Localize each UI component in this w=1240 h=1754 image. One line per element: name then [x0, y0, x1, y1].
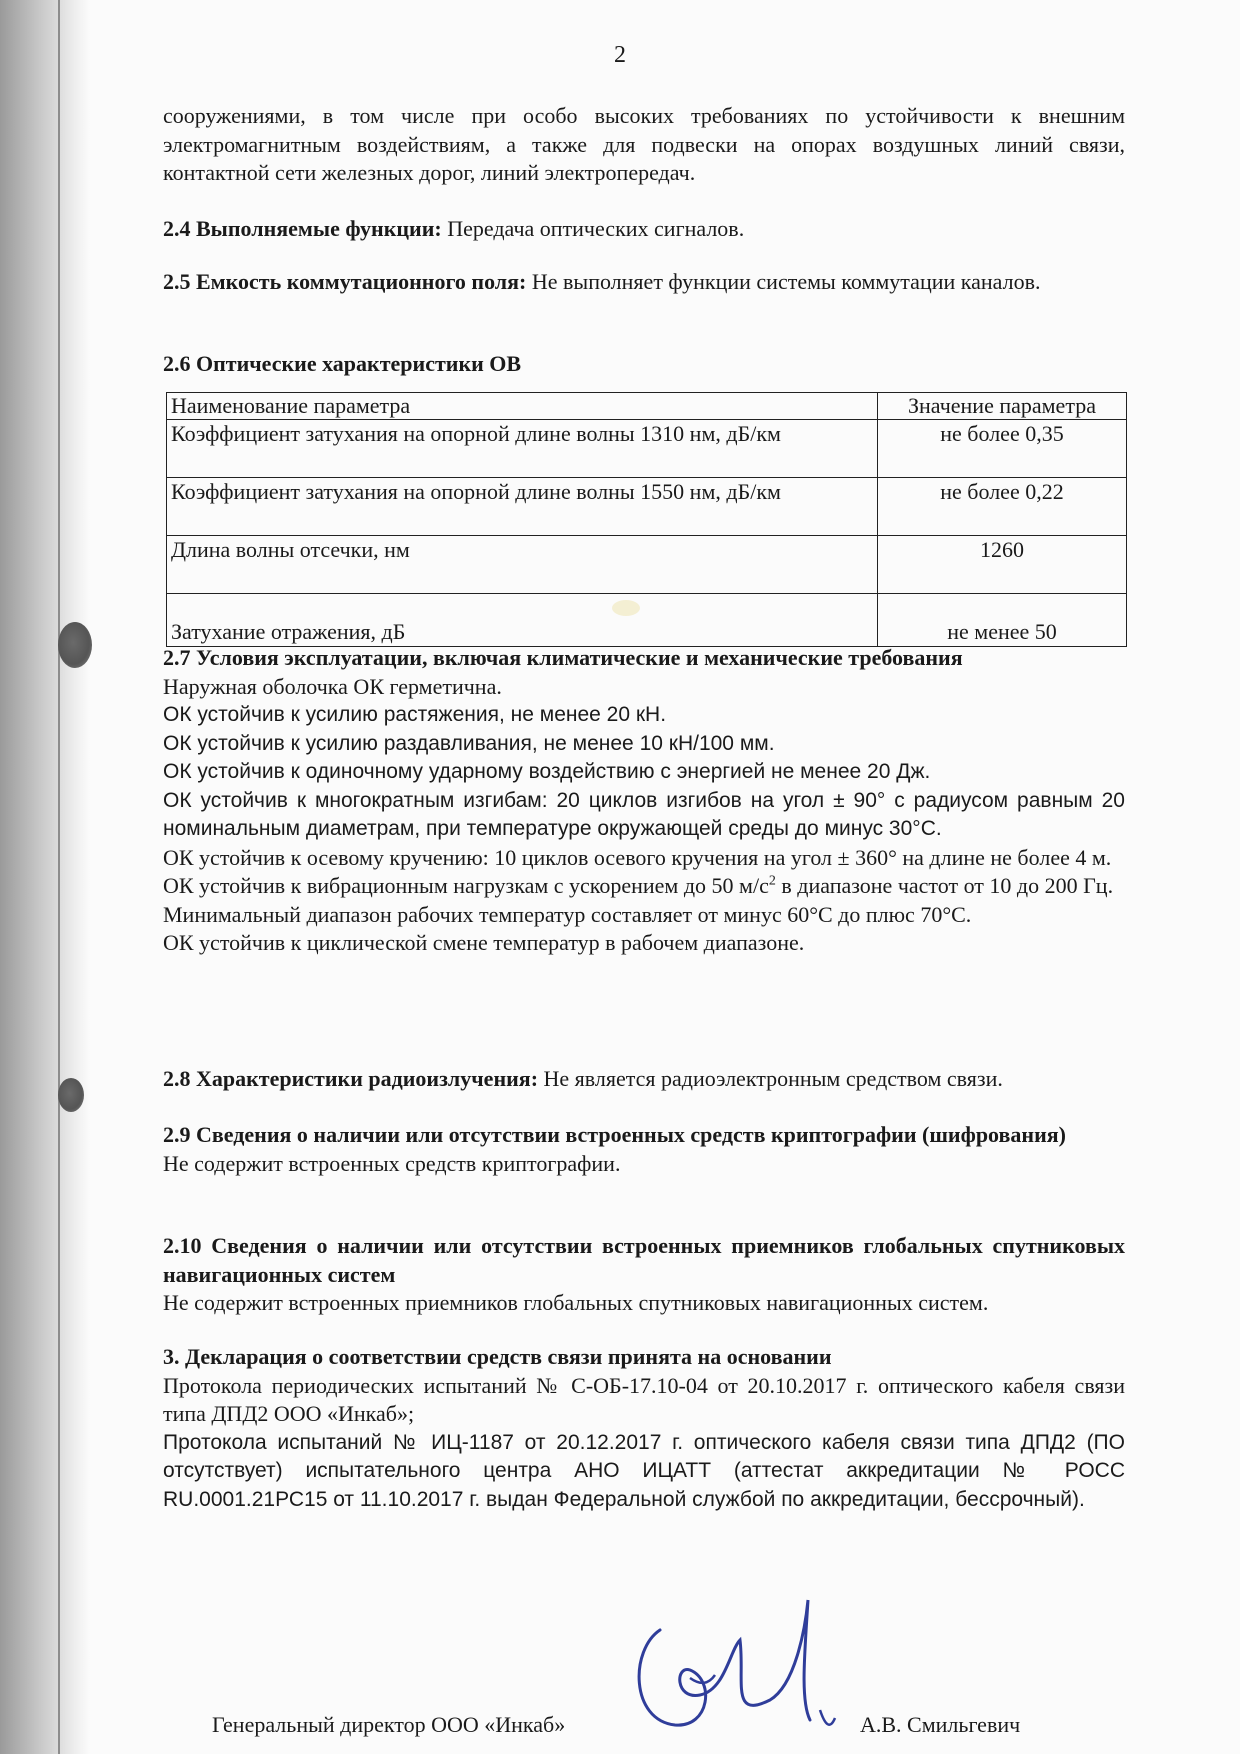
intro-paragraph: сооружениями, в том числе при особо высоких требованиях по устойчивости к внешним электромагнитным воздействиям, а также для подвески на опорах воздушных линий связи, контактной сети железных дорог, линий электропередач. — [163, 103, 1125, 185]
table-row — [167, 420, 1127, 478]
optical-parameters-table — [166, 392, 1127, 647]
section-2-5-text: Не выполняет функции системы коммутации каналов. — [526, 269, 1041, 294]
section-2-7-line: Наружная оболочка ОК герметична. — [163, 673, 502, 699]
section-2-8-text: Не является радиоэлектронным средством связи. — [538, 1066, 1003, 1091]
section-2-7-line: ОК устойчив к усилию растяжения, не менее 20 кН. — [163, 703, 667, 726]
section-2-9 — [163, 1121, 1125, 1178]
section-3-heading: 3. Декларация о соответствии средств связи принята на основании — [163, 1344, 832, 1369]
section-2-5 — [163, 268, 1125, 297]
section-2-6-heading: 2.6 Оптические характеристики ОВ — [163, 351, 522, 376]
table-header-row — [167, 393, 1127, 420]
vibration-text-end: в диапазоне частот от 10 до 200 Гц. — [775, 873, 1114, 898]
punch-hole-icon — [58, 1078, 84, 1112]
scan-edge-line — [58, 0, 60, 1754]
section-2-9-text: Не содержит встроенных средств криптографии. — [163, 1150, 621, 1176]
section-2-7-line: ОК устойчив к многократным изгибам: 20 циклов изгибов на угол ± 90° с радиусом равным 20 номинальным диаметрам, при температуре окружающей среды до минус 30°С. — [163, 788, 1125, 840]
footer-signatory-name: А.В. Смильгевич — [860, 1712, 1021, 1737]
table-cell-param: Длина волны отсечки, нм — [167, 536, 878, 594]
section-2-10 — [163, 1232, 1125, 1318]
table-cell-param: Коэффициент затухания на опорной длине волны 1550 нм, дБ/км — [167, 478, 878, 536]
section-3-protocol-1: Протокола периодических испытаний № С-ОБ-17.10-04 от 20.10.2017 г. оптического кабеля связи типа ДПД2 ООО «Инкаб»; — [163, 1372, 1125, 1426]
section-2-6 — [163, 350, 1125, 379]
section-2-7-temp-cycle: ОК устойчив к циклической смене температур в рабочем диапазоне. — [163, 930, 805, 955]
table-row — [167, 536, 1127, 594]
section-2-9-heading: 2.9 Сведения о наличии или отсутствии встроенных средств криптографии (шифрования) — [163, 1122, 1066, 1147]
section-2-7-line: ОК устойчив к усилию раздавливания, не менее 10 кН/100 мм. — [163, 731, 775, 755]
section-2-4 — [163, 215, 1125, 244]
vibration-superscript: 2 — [768, 873, 776, 889]
table-cell-param: Затухание отражения, дБ — [167, 594, 878, 647]
table-cell-value: 1260 — [878, 536, 1127, 594]
section-2-5-heading: 2.5 Емкость коммутационного поля: — [163, 269, 527, 294]
table-cell-value: не более 0,22 — [878, 478, 1127, 536]
section-2-10-heading: 2.10 Сведения о наличии или отсутствии встроенных приемников глобальных спутниковых навигационных систем — [163, 1233, 1125, 1287]
section-2-4-text: Передача оптических сигналов. — [441, 216, 745, 241]
section-2-8-heading: 2.8 Характеристики радиоизлучения: — [163, 1066, 539, 1091]
section-3 — [163, 1343, 1125, 1514]
table-row — [167, 594, 1127, 647]
table-cell-param: Коэффициент затухания на опорной длине волны 1310 нм, дБ/км — [167, 420, 878, 478]
section-2-8 — [163, 1065, 1125, 1094]
section-2-4-heading: 2.4 Выполняемые функции: — [163, 216, 442, 241]
punch-hole-icon — [58, 622, 92, 668]
table-header-cell: Наименование параметра — [167, 393, 878, 420]
scan-edge-shadow — [0, 0, 90, 1754]
section-2-7-line: ОК устойчив к одиночному ударному воздействию с энергией не менее 20 Дж. — [163, 760, 931, 783]
section-3-protocol-2: Протокола испытаний № ИЦ-1187 от 20.12.2017 г. оптического кабеля связи типа ДПД2 (ПО отсутствует) испытательного центра АНО ИЦАТТ (аттестат аккредитации № РОСС RU.0001.21РС15 от 11.10.2017 г. выдан Федеральной службой по аккредитации, бессрочный). — [163, 1430, 1125, 1511]
footer-position: Генеральный директор ООО «Инкаб» — [212, 1712, 566, 1737]
section-2-10-text: Не содержит встроенных приемников глобальных спутниковых навигационных систем. — [163, 1290, 989, 1315]
section-2-7-temp-range: Минимальный диапазон рабочих температур составляет от минус 60°С до плюс 70°С. — [163, 901, 972, 927]
table-cell-value: не менее 50 — [878, 594, 1127, 647]
signature-icon — [620, 1590, 860, 1740]
section-2-7-heading: 2.7 Условия эксплуатации, включая климатические и механические требования — [163, 645, 963, 670]
section-2-7-line: ОК устойчив к осевому кручению: 10 циклов осевого кручения на угол ± 360° на длине не более 4 м. — [163, 844, 1112, 870]
section-2-7 — [163, 644, 1125, 958]
table-cell-value: не более 0,35 — [878, 420, 1127, 478]
section-2-7-vibration — [163, 872, 1125, 901]
vibration-text: ОК устойчив к вибрационным нагрузкам с ускорением до 50 м/с — [163, 873, 769, 898]
page-number: 2 — [614, 42, 626, 68]
table-row — [167, 478, 1127, 536]
table-header-cell: Значение параметра — [878, 393, 1127, 420]
